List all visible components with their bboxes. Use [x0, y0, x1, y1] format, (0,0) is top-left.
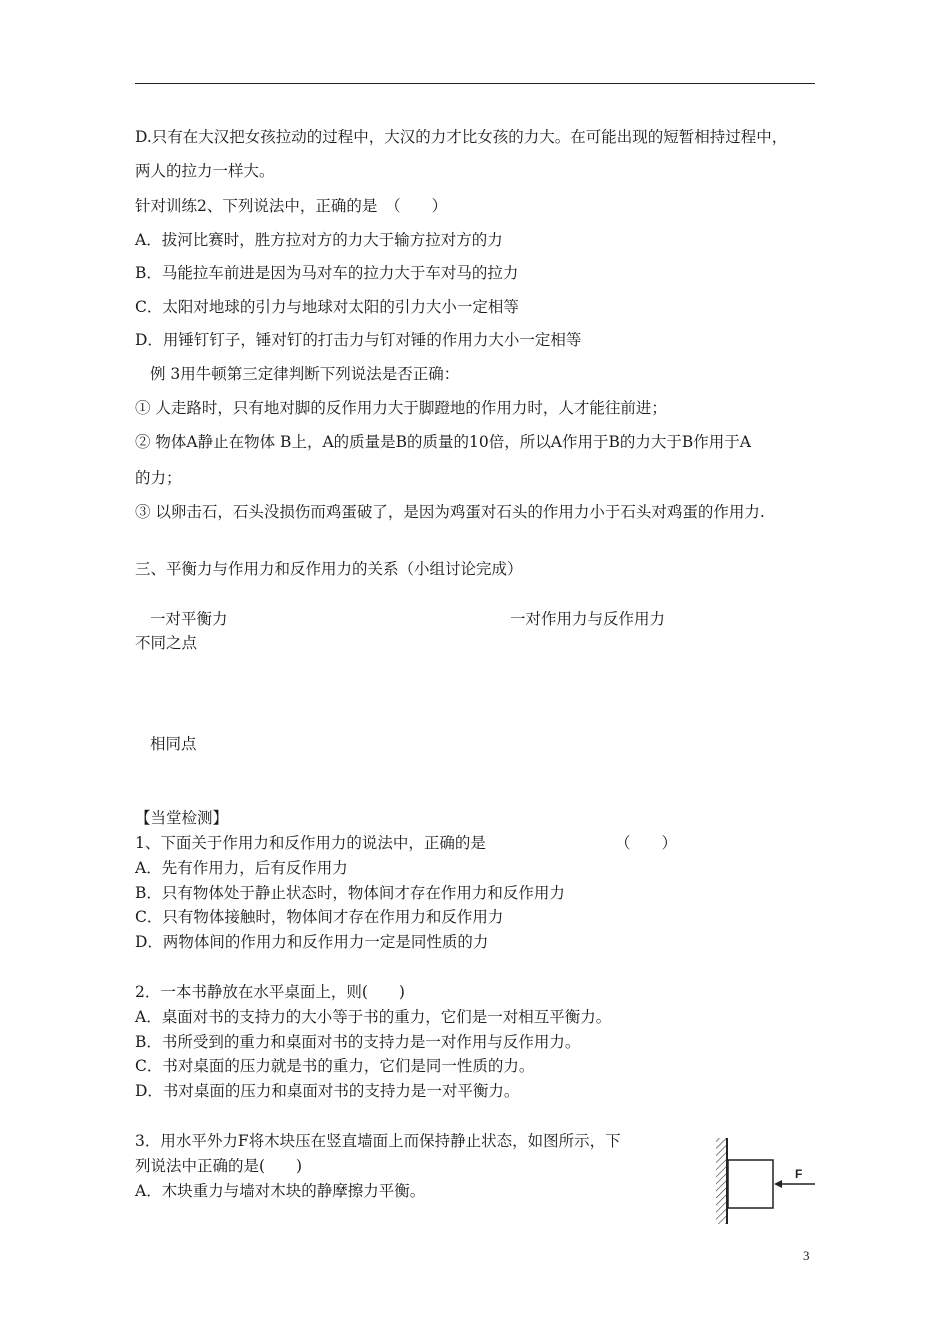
table-row-differences: 不同之点: [135, 634, 198, 652]
section-heading: 三、平衡力与作用力和反作用力的关系（小组讨论完成）: [135, 560, 523, 578]
example-heading: 例 3用牛顿第三定律判断下列说法是否正确：: [150, 365, 460, 383]
question-3-cont: 列说法中正确的是( ): [135, 1157, 303, 1175]
q1-option-d: D．两物体间的作用力和反作用力一定是同性质的力: [135, 933, 489, 951]
statement-1: ① 人走路时，只有地对脚的反作用力大于脚蹬地的作用力时，人才能往前进；: [135, 399, 667, 417]
wooden-block: [728, 1160, 773, 1208]
text-line: 两人的拉力一样大。: [135, 162, 275, 180]
answer-bracket: （ ）: [615, 834, 678, 852]
wall-hatching: [716, 1138, 726, 1224]
q2-option-a: A．桌面对书的支持力的大小等于书的重力，它们是一对相互平衡力。: [135, 1008, 612, 1026]
force-arrow-head: [774, 1180, 782, 1188]
question-heading: 针对训练2、下列说法中，正确的是 （ ）: [135, 197, 448, 215]
q1-option-b: B．只有物体处于静止状态时，物体间才存在作用力和反作用力: [135, 884, 565, 902]
statement-2-cont: 的力；: [135, 469, 182, 487]
question-1: 1、下面关于作用力和反作用力的说法中，正确的是: [135, 834, 486, 852]
q2-option-b: B．书所受到的重力和桌面对书的支持力是一对作用与反作用力。: [135, 1033, 581, 1051]
q2-option-d: D．书对桌面的压力和桌面对书的支持力是一对平衡力。: [135, 1082, 520, 1100]
table-row-similarities: 相同点: [150, 735, 197, 753]
force-label: F: [795, 1167, 803, 1181]
table-col-action-reaction: 一对作用力与反作用力: [510, 610, 666, 628]
page-number: 3: [803, 1248, 810, 1263]
question-3: 3．用水平外力F将木块压在竖直墙面上而保持静止状态，如图所示，下: [135, 1132, 621, 1150]
wall-block-diagram: [712, 1138, 822, 1228]
statement-2: ② 物体A静止在物体 B上，A的质量是B的质量的10倍，所以A作用于B的力大于B作用于A: [135, 433, 751, 451]
q1-option-a: A．先有作用力，后有反作用力: [135, 859, 348, 877]
table-col-balance: 一对平衡力: [150, 610, 228, 628]
option-d: D．用锤钉钉子，锤对钉的打击力与钉对锤的作用力大小一定相等: [135, 331, 582, 349]
question-2: 2．一本书静放在水平桌面上，则( ): [135, 983, 405, 1001]
statement-3: ③ 以卵击石，石头没损伤而鸡蛋破了，是因为鸡蛋对石头的作用力小于石头对鸡蛋的作用力.: [135, 503, 765, 521]
q1-option-c: C．只有物体接触时，物体间才存在作用力和反作用力: [135, 908, 504, 926]
q2-option-c: C．书对桌面的压力就是书的重力，它们是同一性质的力。: [135, 1057, 535, 1075]
option-c: C．太阳对地球的引力与地球对太阳的引力大小一定相等: [135, 298, 519, 316]
header-rule: [135, 83, 815, 84]
section-heading-check: 【当堂检测】: [135, 809, 229, 827]
q3-option-a: A．木块重力与墙对木块的静摩擦力平衡。: [135, 1182, 426, 1200]
option-a: A．拔河比赛时，胜方拉对方的力大于输方拉对方的力: [135, 231, 503, 249]
text-line: D.只有在大汉把女孩拉动的过程中，大汉的力才比女孩的力大。在可能出现的短暂相持过程中，: [135, 128, 788, 146]
option-b: B．马能拉车前进是因为马对车的拉力大于车对马的拉力: [135, 264, 519, 282]
